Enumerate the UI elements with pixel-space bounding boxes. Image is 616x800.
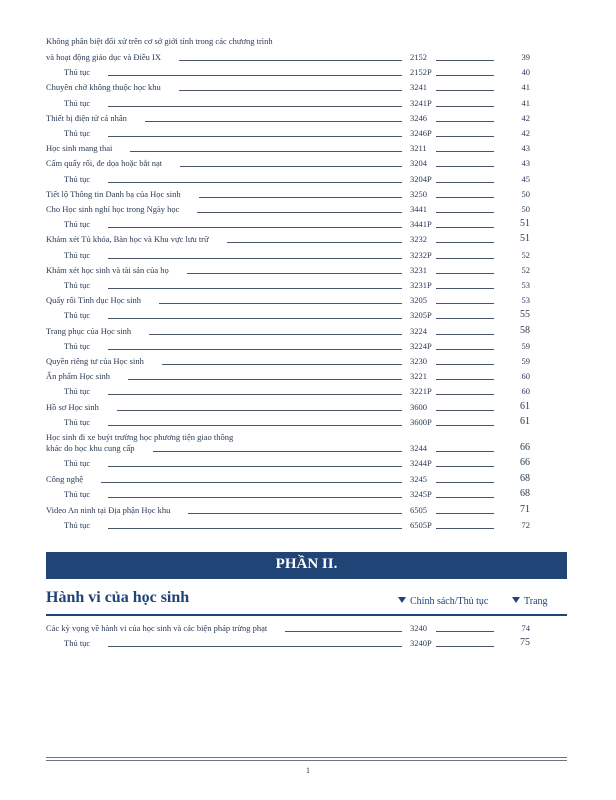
leader-line (436, 151, 494, 152)
toc-entry-page: 42 (521, 128, 530, 138)
leader-line (436, 334, 494, 335)
toc-entry-code: 2152 (410, 52, 427, 62)
toc-entry-code: 6505P (410, 520, 432, 530)
leader-line (108, 227, 402, 228)
toc-entry-code: 3211 (410, 143, 427, 154)
leader-line (436, 631, 494, 632)
toc-entry-code: 3230 (410, 356, 427, 366)
toc-entry-code: 3441P (410, 219, 432, 230)
leader-line (436, 242, 494, 243)
leader-line (436, 646, 494, 647)
toc-entry-page: 53 (521, 295, 530, 306)
toc-entry-code: 3221P (410, 386, 432, 397)
leader-line (108, 106, 402, 107)
toc-entry-page: 50 (521, 204, 530, 214)
leader-line (436, 513, 494, 514)
toc-entry-code: 2152P (410, 67, 432, 78)
toc-entry-title: Thủ tục (64, 638, 91, 648)
triangle-down-icon (398, 597, 406, 603)
section-title: Hành vi của học sinh (46, 589, 190, 606)
section-banner-label: PHẦN II. (275, 556, 338, 572)
toc-entry-code: 3224 (410, 325, 427, 336)
leader-line (179, 60, 402, 61)
toc-entry-page: 52 (521, 264, 530, 275)
leader-line (436, 466, 494, 467)
toc-entry-code: 3250 (410, 188, 427, 199)
toc-entry-page: 61 (520, 400, 530, 412)
leader-line (285, 631, 402, 632)
toc-entry (0, 232, 616, 246)
toc-entry-code: 3244 (410, 443, 427, 453)
toc-entry-page: 59 (521, 340, 530, 351)
leader-line (436, 379, 494, 380)
toc-entry-page: 55 (520, 309, 530, 321)
toc-entry-code: 3246 (410, 112, 427, 123)
toc-entry-page: 71 (520, 503, 530, 515)
toc-entry-title: Thủ tục (64, 520, 91, 530)
toc-entry-code: 3204P (410, 173, 432, 184)
leader-line (108, 75, 402, 76)
leader-line (199, 197, 402, 198)
toc-entry-title: Học sinh mang thai (46, 143, 113, 154)
leader-line (108, 425, 402, 426)
toc-entry-code: 3240P (410, 638, 432, 648)
toc-entry-title: Thủ tục (64, 386, 91, 397)
toc-entry-page: 74 (521, 623, 530, 633)
toc-entry-page: 51 (520, 218, 530, 230)
leader-line (179, 90, 402, 91)
leader-line (153, 451, 402, 452)
leader-line (108, 497, 402, 498)
section-banner (46, 552, 567, 579)
toc-entry-title: Hồ sơ Học sinh (46, 401, 99, 412)
leader-line (128, 379, 402, 380)
leader-line (188, 513, 402, 514)
toc-entry-title: Thủ tục (64, 67, 91, 78)
leader-line (436, 60, 494, 61)
toc-entry (0, 172, 616, 186)
toc-entry (0, 339, 616, 353)
toc-entry-code: 3245P (410, 489, 432, 500)
toc-entry-title: Video An ninh tại Địa phận Học khu (46, 504, 171, 515)
column-header-policy-label: Chính sách/Thủ tục (410, 596, 489, 607)
leader-line (436, 410, 494, 411)
leader-line (436, 212, 494, 213)
toc-entry-code: 3441 (410, 204, 427, 214)
toc-entry-page: 43 (521, 158, 530, 169)
toc-entry-title: Thủ tục (64, 340, 91, 351)
toc-entry-page: 43 (521, 143, 530, 154)
footer-divider (46, 757, 567, 758)
toc-entry-title: Quấy rối Tình dục Học sinh (46, 295, 141, 306)
toc-entry (0, 65, 616, 79)
leader-line (108, 318, 402, 319)
leader-line (436, 425, 494, 426)
leader-line (436, 364, 494, 365)
toc-entry-code: 3231P (410, 280, 432, 290)
toc-entry (0, 369, 616, 383)
leader-line (436, 166, 494, 167)
toc-entry-title: Cho Học sinh nghỉ học trong Ngày học (46, 204, 180, 214)
toc-entry (0, 621, 616, 635)
leader-line (108, 528, 402, 529)
toc-entry-code: 3241P (410, 97, 432, 108)
toc-entry-page: 68 (520, 488, 530, 500)
leader-line (108, 394, 402, 395)
toc-entry (0, 354, 616, 368)
toc-entry-code: 3232P (410, 249, 432, 260)
toc-entry-page: 66 (520, 457, 530, 469)
toc-entry (0, 324, 616, 338)
toc-entry-code: 3204 (410, 158, 427, 169)
toc-entry-page: 52 (521, 249, 530, 260)
toc-entry-title: Thủ tục (64, 249, 91, 260)
column-header-page (512, 596, 548, 607)
toc-entry-page: 72 (521, 520, 530, 530)
leader-line (108, 136, 402, 137)
leader-line (180, 166, 402, 167)
toc-entry-page: 45 (521, 173, 530, 184)
toc-entry (0, 518, 616, 532)
toc-entry (0, 111, 616, 125)
leader-line (436, 90, 494, 91)
leader-line (187, 273, 402, 274)
leader-line (436, 318, 494, 319)
toc-entry-page: 51 (520, 233, 530, 245)
column-header-policy (398, 596, 488, 607)
toc-entry (0, 202, 616, 216)
toc-entry-title: Thiết bị điện tử cá nhân (46, 112, 127, 123)
toc-entry-title: Thủ tục (64, 97, 91, 108)
toc-entry-page: 42 (521, 112, 530, 123)
leader-line (227, 242, 402, 243)
leader-line (108, 182, 402, 183)
toc-entry-title: Ấn phẩm Học sinh (46, 371, 110, 382)
toc-entry (0, 263, 616, 277)
toc-entry (0, 384, 616, 398)
toc-entry-code: 3240 (410, 623, 427, 633)
column-header-page-label: Trang (524, 596, 548, 607)
leader-line (436, 482, 494, 483)
toc-entry (0, 456, 616, 470)
section-header (46, 588, 567, 616)
toc-entry-code: 3600P (410, 416, 432, 427)
toc-entry-title: Thủ tục (64, 458, 91, 469)
leader-line (117, 410, 402, 411)
leader-line (436, 75, 494, 76)
leader-line (436, 497, 494, 498)
toc-entry-code: 3205P (410, 310, 432, 321)
toc-entry-code: 3205 (410, 295, 427, 306)
toc-entry-title: Thủ tục (64, 310, 91, 321)
toc-entry-code: 3241 (410, 82, 427, 93)
toc-entry-code: 3600 (410, 401, 427, 412)
toc-entry (0, 141, 616, 155)
toc-entry-title: Thủ tục (64, 219, 91, 230)
toc-entry (0, 472, 616, 486)
toc-entry (0, 487, 616, 501)
leader-line (436, 258, 494, 259)
toc-entry-page: 68 (520, 472, 530, 484)
toc-entry-page: 75 (520, 637, 530, 648)
toc-entry (0, 187, 616, 201)
leader-line (436, 121, 494, 122)
toc-entry-title: Quyền riêng tư của Học sinh (46, 356, 144, 366)
toc-entry (0, 415, 616, 429)
leader-line (436, 303, 494, 304)
toc-entry (0, 80, 616, 94)
page-number: 1 (306, 766, 310, 775)
leader-line (108, 288, 402, 289)
toc-entry-title: và hoạt động giáo dục và Điều IX (46, 52, 161, 62)
toc-entry (0, 293, 616, 307)
toc-entry-title: Thủ tục (64, 416, 91, 427)
toc-entry-code: 3244P (410, 458, 432, 469)
toc-entry-page: 58 (520, 324, 530, 336)
toc-entry-code: 3221 (410, 371, 427, 382)
leader-line (436, 136, 494, 137)
toc-entry (0, 400, 616, 414)
toc-entry-code: 3224P (410, 340, 432, 351)
toc-entry-page: 60 (521, 386, 530, 397)
leader-line (436, 106, 494, 107)
toc-entry-page: 66 (520, 442, 530, 453)
toc-entry-title: Thủ tục (64, 173, 91, 184)
toc-entry-title: Các kỳ vọng về hành vi của học sinh và các biện pháp trừng phạt (46, 623, 268, 633)
toc-entry (0, 156, 616, 170)
leader-line (108, 466, 402, 467)
triangle-down-icon (512, 597, 520, 603)
toc-entry-code: 6505 (410, 504, 427, 515)
toc-entry-page: 41 (521, 97, 530, 108)
leader-line (162, 364, 402, 365)
toc-intro-line: Không phân biệt đối xử trên cơ sở giới tính trong các chương trình (46, 36, 273, 46)
toc-entry (0, 96, 616, 110)
leader-line (130, 151, 402, 152)
leader-line (108, 258, 402, 259)
toc-entry-title: Thủ tục (64, 489, 91, 500)
toc-entry (0, 636, 616, 650)
leader-line (436, 528, 494, 529)
leader-line (436, 349, 494, 350)
toc-entry-title: Công nghệ (46, 473, 84, 484)
toc-entry (0, 441, 616, 455)
toc-entry-title: Tiết lộ Thông tin Danh bạ của Học sinh (46, 188, 181, 199)
toc-entry-page: 50 (521, 188, 530, 199)
toc-entry (0, 278, 616, 292)
leader-line (436, 182, 494, 183)
toc-entry-title: Thủ tục (64, 280, 91, 290)
toc-entry-title: Cấm quấy rối, đe dọa hoặc bắt nạt (46, 158, 163, 169)
toc-entry-code: 3246P (410, 128, 432, 138)
toc-entry (0, 248, 616, 262)
toc-entry-title: Khám xét Tủ khóa, Bàn học và Khu vực lưu trữ (46, 234, 209, 245)
leader-line (436, 273, 494, 274)
leader-line (436, 227, 494, 228)
toc-entry (0, 503, 616, 517)
toc-entry-code: 3245 (410, 473, 427, 484)
toc-entry-title: Chuyên chở không thuộc học khu (46, 82, 161, 93)
toc-entry-page: 39 (521, 52, 530, 62)
leader-line (436, 394, 494, 395)
leader-line (149, 334, 402, 335)
toc-entry-title: Thủ tục (64, 128, 91, 138)
footer-divider (46, 760, 567, 761)
toc-entry-page: 41 (521, 82, 530, 93)
leader-line (108, 646, 402, 647)
toc-entry-page: 60 (521, 371, 530, 382)
leader-line (108, 349, 402, 350)
leader-line (159, 303, 402, 304)
toc-entry-page: 59 (521, 356, 530, 366)
leader-line (436, 288, 494, 289)
toc-entry (0, 126, 616, 140)
toc-transport-line: Học sinh đi xe buýt trường học phương tiện giao thông (46, 432, 234, 442)
leader-line (436, 451, 494, 452)
toc-entry-title: Khám xét học sinh và tài sản của họ (46, 264, 169, 275)
toc-entry (0, 217, 616, 231)
toc-entry-page: 53 (521, 280, 530, 290)
toc-entry-code: 3232 (410, 234, 427, 245)
toc-entry (0, 50, 616, 64)
toc-entry-title: khác do học khu cung cấp (46, 443, 135, 453)
toc-entry (0, 308, 616, 322)
leader-line (197, 212, 402, 213)
leader-line (145, 121, 402, 122)
toc-entry-code: 3231 (410, 264, 427, 275)
toc-entry-page: 40 (521, 67, 530, 78)
leader-line (436, 197, 494, 198)
toc-entry-title: Trang phục của Học sinh (46, 325, 132, 336)
leader-line (101, 482, 402, 483)
toc-entry-page: 61 (520, 415, 530, 427)
